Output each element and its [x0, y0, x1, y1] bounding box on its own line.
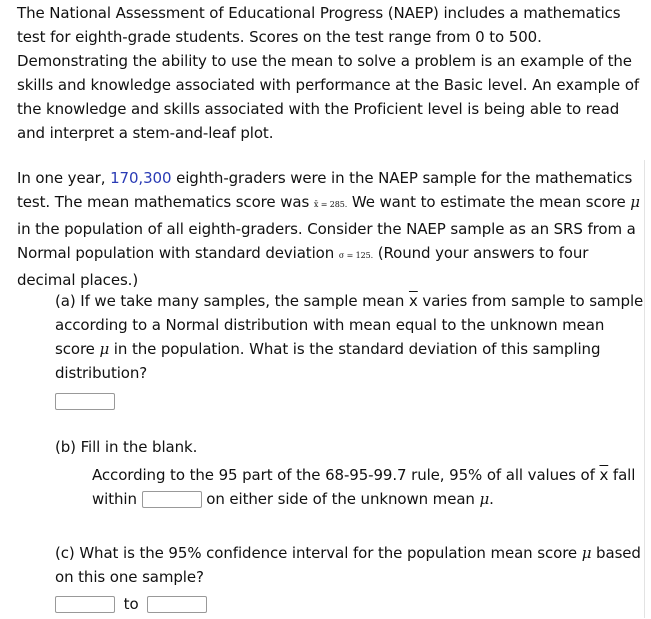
mu-symbol: μ — [581, 544, 592, 562]
text: in the population. What is the standard deviation of this sampling distribution? — [55, 340, 601, 382]
part-b-heading: (b) Fill in the blank. — [55, 438, 198, 456]
text: We want to estimate the mean score — [347, 193, 631, 211]
part-c-question — [55, 541, 645, 589]
xbar-equation: x̄ = 285. — [313, 200, 348, 209]
sigma-equation: σ = 125. — [338, 251, 374, 260]
part-b-answer-input[interactable] — [142, 491, 202, 508]
mu-symbol: μ — [99, 340, 110, 358]
text: . — [489, 490, 494, 508]
intro-paragraph: The National Assessment of Educational Progress (NAEP) includes a mathematics test for eighth-grade students. Scores on the test range from 0 to 500. Demonstrating the ability to use the mean to solve a problem is an example of the skills and knowledge associated with performance at the Basic level. An example of the knowledge and skills associated with the Proficient level is being able to read and interpret a stem-and-leaf plot. — [17, 4, 640, 142]
part-c-lower-input[interactable] — [55, 596, 115, 613]
sample-size: 170,300 — [110, 169, 172, 187]
setup-paragraph — [17, 166, 642, 292]
text: (c) What is the 95% confidence interval for the population mean score — [55, 544, 582, 562]
mu-symbol: μ — [630, 193, 640, 211]
text: In one year, — [17, 169, 111, 187]
text: eighth-graders were in the NAEP sample for the mathematics test. The mean mathematics score was — [17, 169, 633, 211]
xbar-symbol: $\overline{x}$ — [408, 292, 418, 310]
text: varies from sample to sample according to a Normal distribution with mean equal to the unknown mean score — [55, 292, 644, 358]
text: (Round your answers to four decimal places.) — [17, 244, 589, 289]
mu-symbol: μ — [479, 490, 490, 508]
part-c-upper-input[interactable] — [147, 596, 207, 613]
text: According to the 95 part of the 68-95-99.7 rule, 95% of all values of — [92, 466, 600, 484]
text: in the population of all eighth-graders. Consider the NAEP sample as an SRS from a Normal population with standard deviation — [17, 220, 636, 262]
part-b-question — [92, 463, 642, 511]
text: (a) If we take many samples, the sample mean — [55, 292, 409, 310]
text: fall within — [92, 466, 636, 508]
text: based on this one sample? — [55, 544, 641, 586]
to-label: to — [123, 595, 139, 613]
xbar-symbol: $\overline{x}$ — [599, 466, 609, 484]
part-a-question — [55, 289, 645, 385]
part-c-answers — [55, 592, 207, 616]
part-a-answer-input[interactable] — [55, 393, 115, 410]
text: on either side of the unknown mean — [201, 490, 480, 508]
